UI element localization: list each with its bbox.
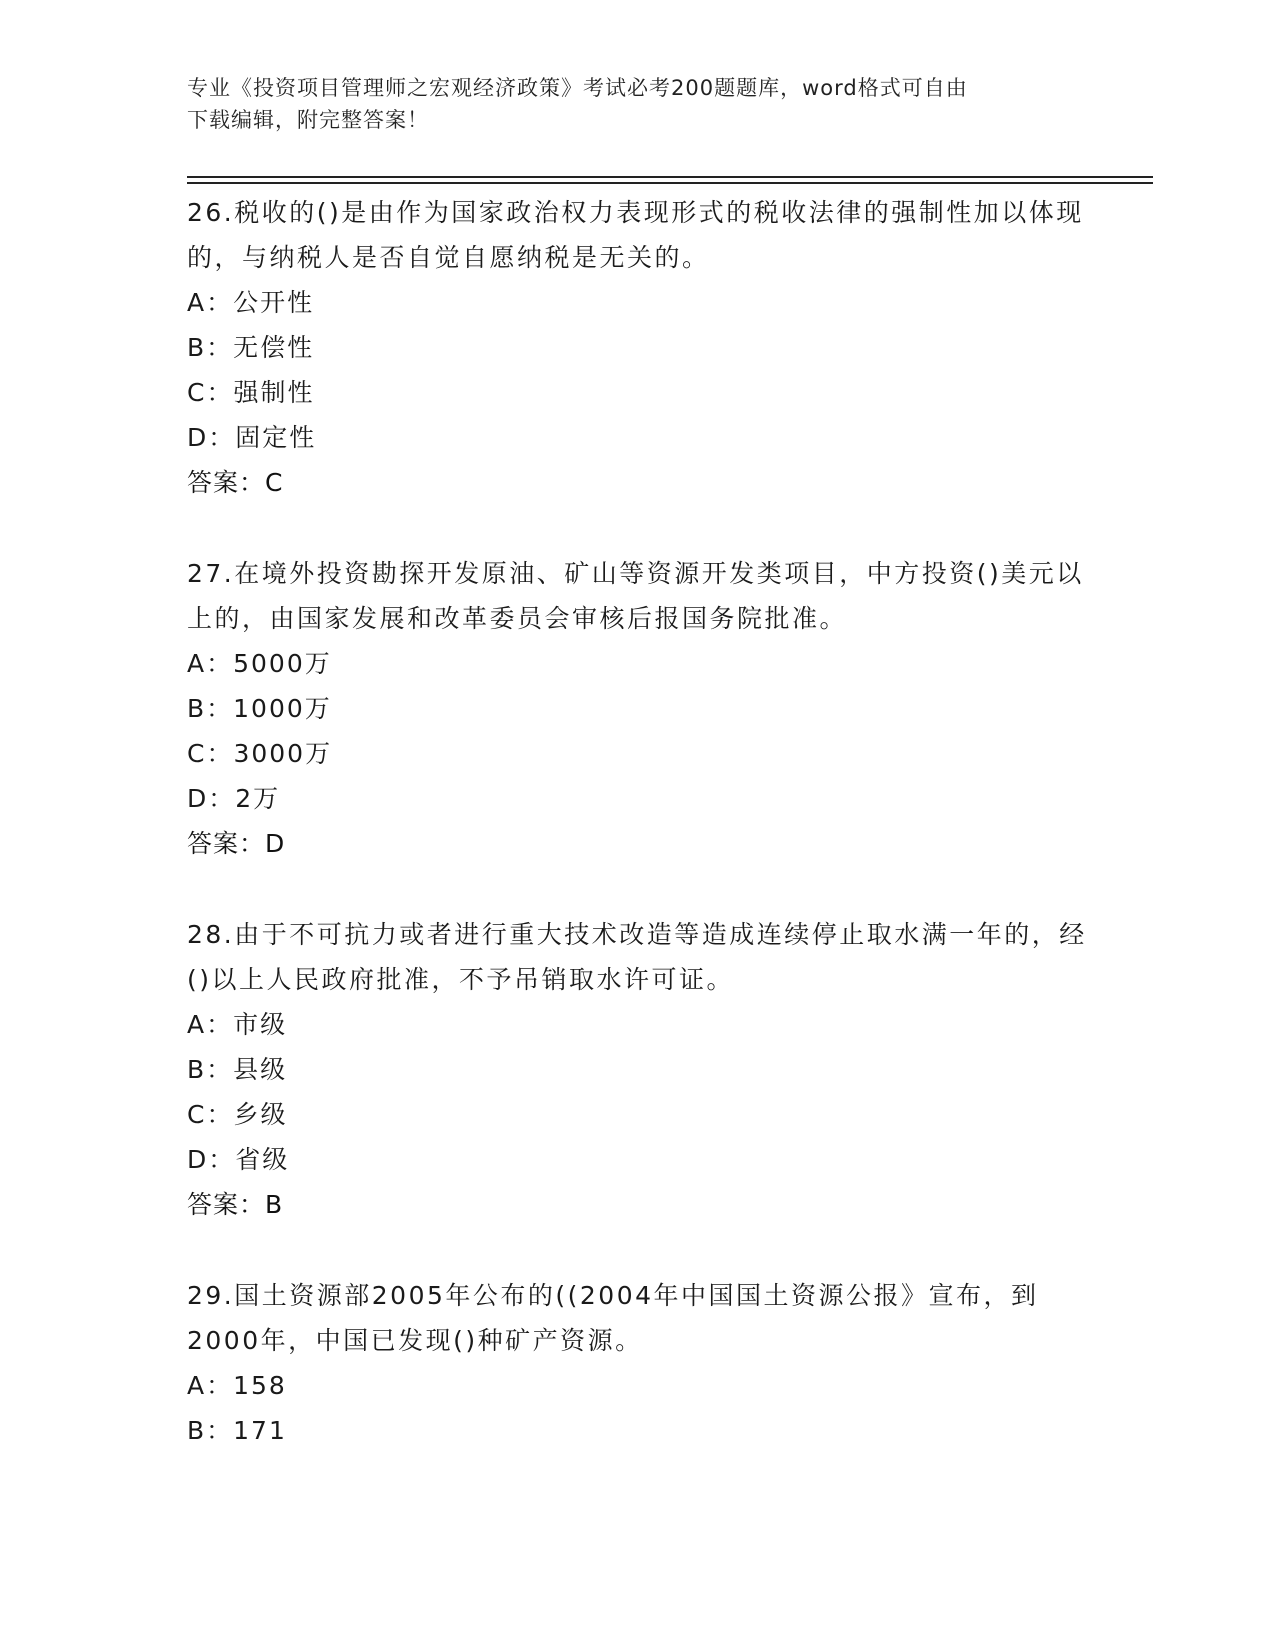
document-header	[187, 72, 1087, 136]
header-divider-bottom	[187, 182, 1153, 184]
option-a: A：5000万	[187, 649, 332, 678]
question-26	[187, 190, 1087, 506]
answer: 答案：C	[187, 468, 284, 497]
option-c: C：强制性	[187, 378, 315, 407]
answer: 答案：B	[187, 1190, 284, 1219]
header-divider-top	[187, 176, 1153, 178]
question-stem: 29.国土资源部2005年公布的((2004年中国国土资源公报》宣布，到2000年，中国已发现()种矿产资源。	[187, 1281, 1039, 1355]
option-b: B：县级	[187, 1055, 288, 1084]
option-c: C：乡级	[187, 1100, 288, 1129]
option-c: C：3000万	[187, 739, 333, 768]
question-stem: 28.由于不可抗力或者进行重大技术改造等造成连续停止取水满一年的，经()以上人民政府批准，不予吊销取水许可证。	[187, 920, 1087, 994]
question-27	[187, 551, 1087, 867]
question-list	[187, 190, 1087, 1498]
option-d: D：省级	[187, 1145, 290, 1174]
answer: 答案：D	[187, 829, 286, 858]
option-a: A：市级	[187, 1010, 288, 1039]
option-a: A：158	[187, 1371, 287, 1400]
option-d: D：2万	[187, 784, 281, 813]
option-a: A：公开性	[187, 288, 315, 317]
question-stem: 27.在境外投资勘探开发原油、矿山等资源开发类项目，中方投资()美元以上的，由国家发展和改革委员会审核后报国务院批准。	[187, 559, 1084, 633]
question-29	[187, 1273, 1087, 1453]
header-line-2: 下载编辑，附完整答案！	[187, 108, 429, 132]
header-line-1: 专业《投资项目管理师之宏观经济政策》考试必考200题题库，word格式可自由	[187, 76, 968, 100]
option-b: B：1000万	[187, 694, 332, 723]
option-b: B：171	[187, 1416, 287, 1445]
question-stem: 26.税收的()是由作为国家政治权力表现形式的税收法律的强制性加以体现的，与纳税人是否自觉自愿纳税是无关的。	[187, 198, 1084, 272]
option-b: B：无偿性	[187, 333, 315, 362]
question-28	[187, 912, 1087, 1228]
option-d: D：固定性	[187, 423, 317, 452]
